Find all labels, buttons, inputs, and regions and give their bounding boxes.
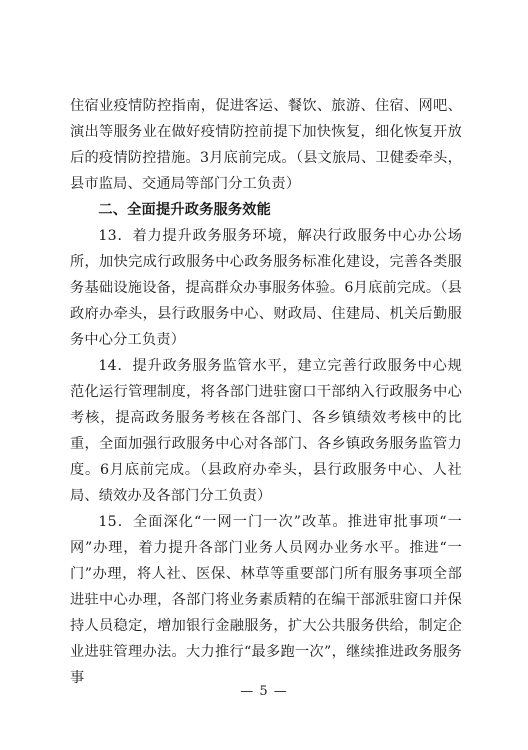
- section-heading: 二、全面提升政务服务效能: [98, 202, 272, 218]
- paragraph-item-14: 14．提升政务服务监管水平，建立完善行政服务中心规范化运行管理制度，将各部门进驻窗口干部纳入行政服务中心考核，提高政务服务考核在各部门、各乡镇绩效考核中的比重，全面加强行政服务中心对各部门、各乡镇政务服务监管力度。6月底前完成。（县政府办牵头，县行政服务中心、人社局、绩效办及各部门分工负责）: [70, 358, 462, 504]
- paragraph-continued: 住宿业疫情防控指南，促进客运、餐饮、旅游、住宿、网吧、演出等服务业在做好疫情防控前提下加快恢复，细化恢复开放后的疫情防控措施。3月底前完成。（县文旅局、卫健委牵头，县市监局、交通局等部门分工负责）: [70, 98, 462, 192]
- document-body: [70, 93, 462, 691]
- paragraph-item-15: 15．全面深化“一网一门一次”改革。推进审批事项“一网”办理，着力提升各部门业务人员网办业务水平。推进“一门”办理，将人社、医保、林草等重要部门所有服务事项全部进驻中心办理，各部门将业务素质精的在编干部派驻窗口并保持人员稳定，增加银行金融服务，扩大公共服务供给，制定企业进驻管理办法。大力推行“最多跑一次”，继续推进政务服务事: [70, 514, 462, 686]
- page-number: — 5 —: [240, 684, 288, 699]
- paragraph-item-13: 13．着力提升政务服务环境，解决行政服务中心办公场所，加快完成行政服务中心政务服务标准化建设，完善各类服务基础设施设备，提高群众办事服务体验。6月底前完成。（县政府办牵头，县行政服务中心、财政局、住建局、机关后勤服务中心分工负责）: [70, 228, 462, 348]
